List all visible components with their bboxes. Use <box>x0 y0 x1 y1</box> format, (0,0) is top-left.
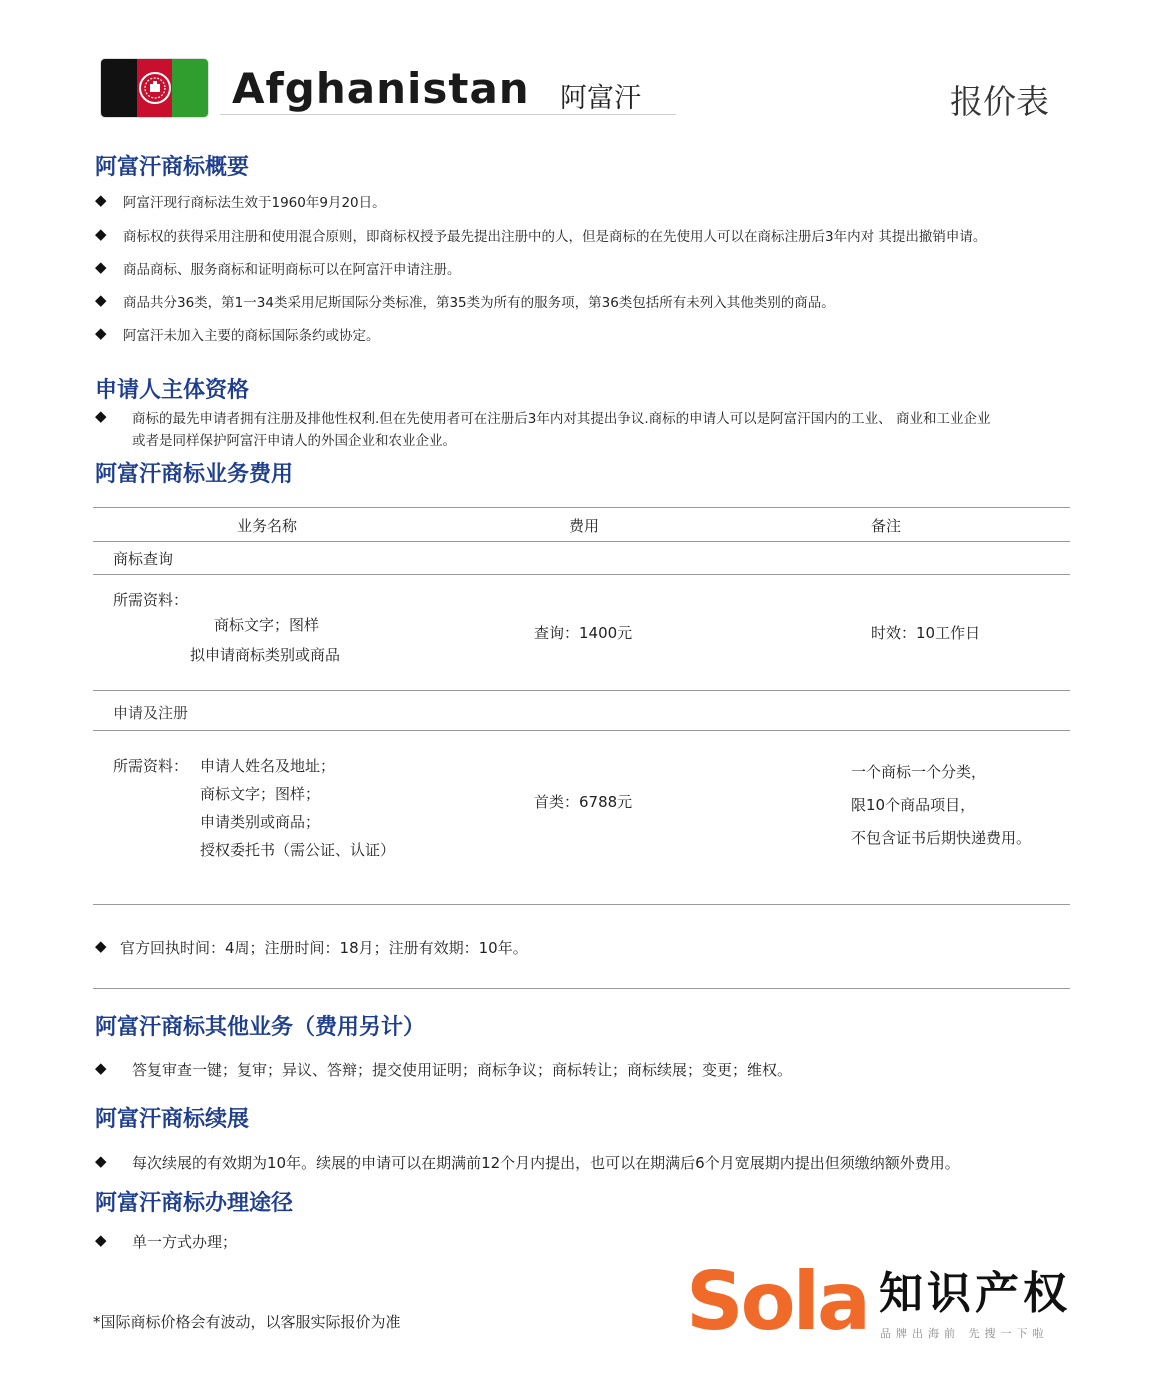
fees-heading: 阿富汗商标业务费用 <box>95 462 294 487</box>
table-bottom-rule <box>93 904 1070 905</box>
query-material-2: 拟申请商标类别或商品 <box>190 646 341 664</box>
diamond-bullet-icon: ◆ <box>95 191 107 209</box>
registration-fee: 首类：6788元 <box>534 793 633 811</box>
query-materials-label: 所需资料： <box>113 591 189 609</box>
registration-material-2: 商标文字；图样； <box>200 785 321 803</box>
other-services-heading: 阿富汗商标其他业务（费用另计） <box>95 1015 426 1040</box>
diamond-bullet-icon: ◆ <box>95 407 107 425</box>
section-rule <box>93 988 1070 989</box>
price-disclaimer: *国际商标价格会有波动，以客服实际报价为准 <box>93 1313 401 1331</box>
applicant-heading: 申请人主体资格 <box>95 378 250 403</box>
column-header-fee: 费用 <box>569 517 600 535</box>
diamond-bullet-icon: ◆ <box>95 258 107 276</box>
query-row-title: 商标查询 <box>113 550 174 568</box>
registration-material-3: 申请类别或商品； <box>200 813 321 831</box>
document-type: 报价表 <box>950 82 1049 121</box>
diamond-bullet-icon: ◆ <box>95 937 107 955</box>
overview-heading: 阿富汗商标概要 <box>95 155 250 180</box>
diamond-bullet-icon: ◆ <box>95 324 107 342</box>
registration-note-1: 一个商标一个分类， <box>851 763 987 781</box>
registration-material-1: 申请人姓名及地址； <box>200 757 336 775</box>
diamond-bullet-icon: ◆ <box>95 1231 107 1249</box>
table-rule <box>93 730 1070 731</box>
renewal-heading: 阿富汗商标续展 <box>95 1107 250 1132</box>
table-rule <box>93 574 1070 575</box>
registration-materials-label: 所需资料： <box>113 757 189 775</box>
diamond-bullet-icon: ◆ <box>95 1059 107 1077</box>
logo-chinese-text: 知识产权 <box>879 1268 1071 1319</box>
flag-emblem-icon <box>138 71 172 105</box>
registration-note-2: 限10个商品项目， <box>851 796 976 814</box>
registration-material-4: 授权委托书（需公证、认证） <box>200 841 396 859</box>
logo-slogan: 品牌出海前 先搜一下啦 <box>880 1327 1049 1340</box>
diamond-bullet-icon: ◆ <box>95 291 107 309</box>
sola-logo-text: Sola <box>686 1255 868 1348</box>
flag-black-stripe <box>101 59 137 117</box>
country-english-title: Afghanistan <box>232 64 530 113</box>
registration-note-3: 不包含证书后期快递费用。 <box>851 829 1032 847</box>
afghanistan-flag <box>101 59 208 117</box>
flag-green-stripe <box>172 59 208 117</box>
column-header-note: 备注 <box>871 517 902 535</box>
table-header-rule <box>93 541 1070 542</box>
table-top-rule <box>93 507 1070 508</box>
query-material-1: 商标文字；图样 <box>214 616 320 634</box>
table-rule <box>93 690 1070 691</box>
country-chinese-title: 阿富汗 <box>560 83 641 114</box>
channel-heading: 阿富汗商标办理途径 <box>95 1191 294 1216</box>
diamond-bullet-icon: ◆ <box>95 1152 107 1170</box>
title-underline <box>220 114 676 115</box>
column-header-service: 业务名称 <box>237 517 298 535</box>
registration-row-title: 申请及注册 <box>113 704 189 722</box>
query-note: 时效：10工作日 <box>871 624 981 642</box>
diamond-bullet-icon: ◆ <box>95 225 107 243</box>
query-fee: 查询：1400元 <box>534 624 633 642</box>
